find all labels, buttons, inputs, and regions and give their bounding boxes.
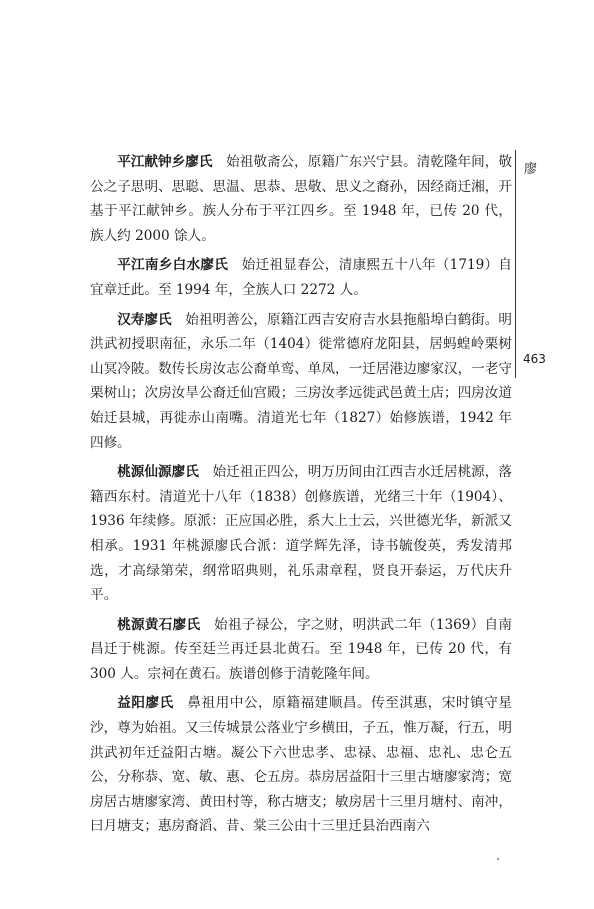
scan-speck — [497, 858, 499, 860]
page-number: 463 — [523, 352, 546, 366]
entry-title: 汉寿廖氏 — [117, 311, 172, 328]
entry-pingjiang-xianzhong — [90, 150, 512, 248]
entry-body: 始祖敬斋公，原籍广东兴宁县。清乾隆年间，敬公之子思明、思聪、思温、思恭、思敬、思义之裔孙，因经商迁湘，开基于平江献钟乡。族人分布于平江四乡。至 1948 年，已传 20 代，族人约 2000 馀人。 — [90, 154, 513, 244]
entry-body: 始迁祖显春公，清康熙五十八年（1719）自宜章迁此。至 1994 年，全族人口 2272 人。 — [90, 257, 513, 298]
margin-rule — [515, 150, 516, 378]
entry-body: 始祖明善公，原籍江西吉安府吉水县拖船埠白鹤街。明洪武初授职南征，永乐二年（1404）徙常德府龙阳县，居蚂蝗岭栗树山冥冷陂。数传长房汝志公裔单鸾、单凤，一迁居港边廖家汉，一老守栗树山；次房汝旱公裔迁仙宫殿；三房汝孝远徙武邑黄土店；四房汝道始迁县城，再徙赤山南嘴。清道光七年（1827）始修族谱，1942 年四修。 — [90, 311, 513, 451]
entry-hanshou — [90, 308, 512, 456]
entry-taoyuan-xianyuan — [90, 460, 512, 608]
entry-title: 平江献钟乡廖氏 — [117, 154, 213, 170]
entry-title: 桃源黄石廖氏 — [117, 616, 201, 633]
entry-body: 鼻祖用中公，原籍福建顺昌。传至淇惠，宋时镇守星沙，尊为始祖。又三传城景公落业宁乡横田，子五，惟万凝，行五，明洪武初年迁益阳古塘。凝公下六世忠孝、忠禄、忠福、忠礼、忠仑五公，分称恭、宽、敏、惠、仑五房。恭房居益阳十三里古塘廖家湾；宽房居古塘廖家湾、黄田村等，称古塘支；敏房居十三里月塘村、南冲，曰月塘支；惠房裔滔、昔、棠三公由十三里迁县治西南六 — [90, 695, 513, 835]
entry-title: 桃源仙源廖氏 — [117, 464, 199, 481]
page-body-text — [90, 150, 512, 844]
entry-yiyang — [90, 691, 512, 839]
margin-surname-label: 廖 — [524, 162, 538, 177]
entry-title: 益阳廖氏 — [117, 695, 174, 712]
entry-body: 始迁祖正四公，明万历间由江西吉水迁居桃源，落籍西东村。清道光十八年（1838）创修族谱，光绪三十年（1904）、1936 年续修。原派：正应国必胜，系大上士云，兴世德光华，新派又相承。1931 年桃源廖氏合派：道学辉先泽，诗书毓俊英，秀发清邦选，才高绿第荣，纲常昭典则，礼乐肃章程，贤良开泰运，万代庆升平。 — [90, 464, 513, 604]
entry-taoyuan-huangshi — [90, 613, 512, 687]
entry-title: 平江南乡白水廖氏 — [117, 257, 229, 274]
entry-body: 始祖子禄公，字之财，明洪武二年（1369）自南昌迁于桃源。传至廷兰再迁县北黄石。至 1948 年，已传 20 代，有 300 人。宗祠在黄石。族谱创修于清乾隆年间。 — [90, 616, 513, 682]
entry-pingjiang-baishui — [90, 253, 512, 302]
